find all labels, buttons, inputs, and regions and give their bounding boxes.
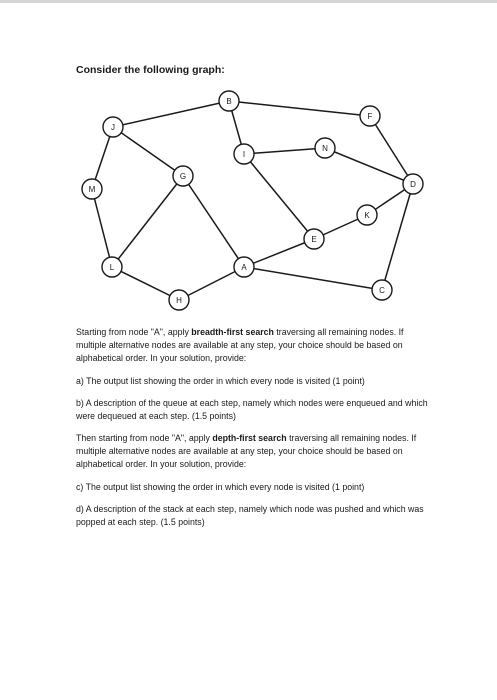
bfs-item-b: b) A description of the queue at each step, namely which nodes were enqueued and which were dequeued at each step. (1.5 points) [76,398,428,421]
bfs-intro-pre: Starting from node "A", apply [76,327,192,337]
node-label: B [226,97,232,106]
edge-g-l [112,176,183,267]
node-label: F [367,112,373,121]
node-f [360,106,380,126]
dfs-item-c: c) The output list showing the order in which every node is visited (1 point) [76,482,365,492]
node-label: D [410,180,416,189]
node-label: J [111,123,115,132]
edge-d-c [382,184,413,290]
node-m [82,179,102,199]
bfs-item-a: a) The output list showing the order in which every node is visited (1 point) [76,376,365,386]
dfs-intro-pre: Then starting from node "A", apply [76,433,213,443]
edge-a-g [183,176,244,267]
edge-j-g [113,127,183,176]
node-label: K [364,211,370,220]
node-k [357,205,377,225]
edge-b-f [229,101,370,116]
edge-n-d [325,148,413,184]
edge-e-a [244,239,314,267]
node-label: H [176,296,182,305]
node-a [234,257,254,277]
edge-l-m [92,189,112,267]
bfs-instructions [76,326,432,365]
node-c [372,280,392,300]
node-label: C [379,286,385,295]
node-label: G [179,172,187,181]
node-label: I [242,150,246,159]
node-label: A [241,263,247,272]
bfs-intro-post: traversing all remaining nodes. If multiple alternative nodes are available at any step, your choice should be based on alphabetical order. In your solution, provide: [76,327,404,363]
node-l [102,257,122,277]
node-label: M [88,185,96,194]
node-h [169,290,189,310]
edge-i-n [244,148,325,154]
node-n [315,138,335,158]
edge-a-h [179,267,244,300]
node-e [304,229,324,249]
edge-j-b [113,101,229,127]
node-d [403,174,423,194]
edge-h-l [112,267,179,300]
edge-f-d [370,116,413,184]
dfs-instructions [76,432,432,471]
node-b [219,91,239,111]
edge-i-e [244,154,314,239]
dfs-method-name: depth-first search [212,433,287,443]
node-label: E [311,235,317,244]
node-g [173,166,193,186]
node-i [234,144,254,164]
question-heading: Consider the following graph: [76,64,225,76]
node-label: N [322,144,328,153]
node-j [103,117,123,137]
bfs-method-name: breadth-first search [191,327,274,337]
dfs-intro-post: traversing all remaining nodes. If multiple alternative nodes are available at any step, your choice should be based on alphabetical order. In your solution, provide: [76,433,417,469]
dfs-item-d: d) A description of the stack at each step, namely which node was pushed and which was popped at each step. (1.5 points) [76,504,424,527]
edge-a-c [244,267,382,290]
node-label: L [109,263,115,272]
